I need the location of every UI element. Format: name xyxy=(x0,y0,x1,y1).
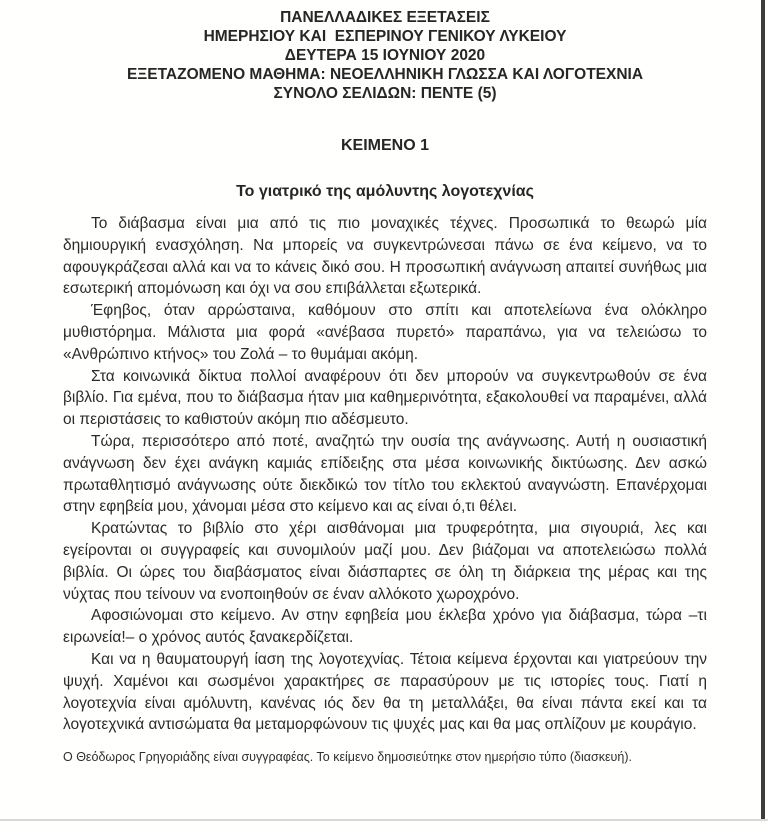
paragraph: Τώρα, περισσότερο από ποτέ, αναζητώ την ουσία της ανάγνωσης. Αυτή η ουσιαστική ανάγνωση δεν έχει ανάγκη καμιάς επίδειξης στα μέσα κοινωνικής δικτύωσης. Δεν ασκώ πρωταθλητισμό ανάγνωσης ούτε διεκδικώ τον τίτλο του εκλεκτού αναγνώστη. Επανέρχομαι στην εφηβεία μου, χάνομαι μέσα στο κείμενο και ας είναι ό,τι θέλει. xyxy=(63,432,707,516)
paragraph: Στα κοινωνικά δίκτυα πολλοί αναφέρουν ότι δεν μπορούν να συγκεντρωθούν σε ένα βιβλίο. Για εμένα, που το διάβασμα ήταν μια καθημερινότητα, εξακολουθεί να παραμένει, αλλά οι περιστάσεις το καθιστούν ακόμη πιο αδέσμευτο. xyxy=(63,367,707,429)
header-line-school-type: ΗΜΕΡΗΣΙΟΥ ΚΑΙ ΕΣΠΕΡΙΝΟΥ ΓΕΝΙΚΟΥ ΛΥΚΕΙΟΥ xyxy=(203,28,567,45)
section-heading: ΚΕΙΜΕΝΟ 1 xyxy=(340,137,429,154)
header-line-total-pages: ΣΥΝΟΛΟ ΣΕΛΙΔΩΝ: ΠΕΝΤΕ (5) xyxy=(273,85,497,102)
page-right-border xyxy=(761,0,765,820)
paragraph: Κρατώντας το βιβλίο στο χέρι αισθάνομαι μια τρυφερότητα, μια σιγουριά, λες και εγείρονται οι συγγραφείς και συνομιλούν μαζί μου. Δεν βιάζομαι να αποτελειώσω πολλά βιβλία. Οι ώρες του διαβάσματος είναι διάσπαρτες σε όλη τη διάρκεια της μέρας και της νύχτας που τείνουν να ενοποιηθούν σε έναν αλλόκοτο χωροχρόνο. xyxy=(63,520,707,603)
paragraph: Έφηβος, όταν αρρώσταινα, καθόμουν στο σπίτι και αποτελείωνα ένα ολόκληρο μυθιστόρημα. Μάλιστα μια φορά «ανέβασα πυρετό» παραπάνω, για να τελειώσω το «Ανθρώπινο κτήνος» του Ζολά – το θυμάμαι ακόμη. xyxy=(63,302,707,363)
paragraph: Και να η θαυματουργή ίαση της λογοτεχνίας. Τέτοια κείμενα έρχονται και γιατρεύουν την ψυχή. Χαμένοι και σωσμένοι χαρακτήρες σε παρασύρουν με τις ιστορίες τους. Γιατί η λογοτεχνία είναι αμόλυντη, κανένας ιός δεν θα τη μεταλλάξει, θα είναι πάντα εκεί και τα λογοτεχνικά αντισώματα θα μεταμορφώνουν τις ψυχές μας και θα μας οπλίζουν με κουράγιο. xyxy=(63,650,707,734)
author-footnote: Ο Θεόδωρος Γρηγοριάδης είναι συγγραφέας. Το κείμενο δημοσιεύτηκε στον ημερήσιο τύπο (διασκευή). xyxy=(63,750,632,765)
header-line-subject: ΕΞΕΤΑΖΟΜΕΝΟ ΜΑΘΗΜΑ: ΝΕΟΕΛΛΗΝΙΚΗ ΓΛΩΣΣΑ ΚΑΙ ΛΟΓΟΤΕΧΝΙΑ xyxy=(126,66,644,83)
exam-header xyxy=(63,8,707,103)
header-line-date: ΔΕΥΤΕΡΑ 15 ΙΟΥΝΙΟΥ 2020 xyxy=(284,47,486,64)
body-text xyxy=(63,213,707,736)
text-title: Το γιατρικό της αμόλυντης λογοτεχνίας xyxy=(236,183,534,200)
paragraph: Αφοσιώνομαι στο κείμενο. Αν στην εφηβεία μου έκλεβα χρόνο για διάβασμα, τώρα –τι ειρωνεία!– ο χρόνος αυτός ξανακερδίζεται. xyxy=(63,607,707,647)
page-bottom-edge xyxy=(0,819,768,821)
paragraph: Το διάβασμα είναι μια από τις πιο μοναχικές τέχνες. Προσωπικά το θεωρώ μία δημιουργική ενασχόληση. Να μπορείς να συγκεντρώνεσαι πάνω σε ένα κείμενο, να το αφουγκράζεσαι αλλά και να το κάνεις δικό σου. Η προσωπική ανάγνωση απαιτεί συνήθως μια εσωτερική απομόνωση και όχι να σου επιβάλλεται εξωτερικά. xyxy=(63,215,707,298)
header-line-exams: ΠΑΝΕΛΛΑΔΙΚΕΣ ΕΞΕΤΑΣΕΙΣ xyxy=(280,9,490,26)
